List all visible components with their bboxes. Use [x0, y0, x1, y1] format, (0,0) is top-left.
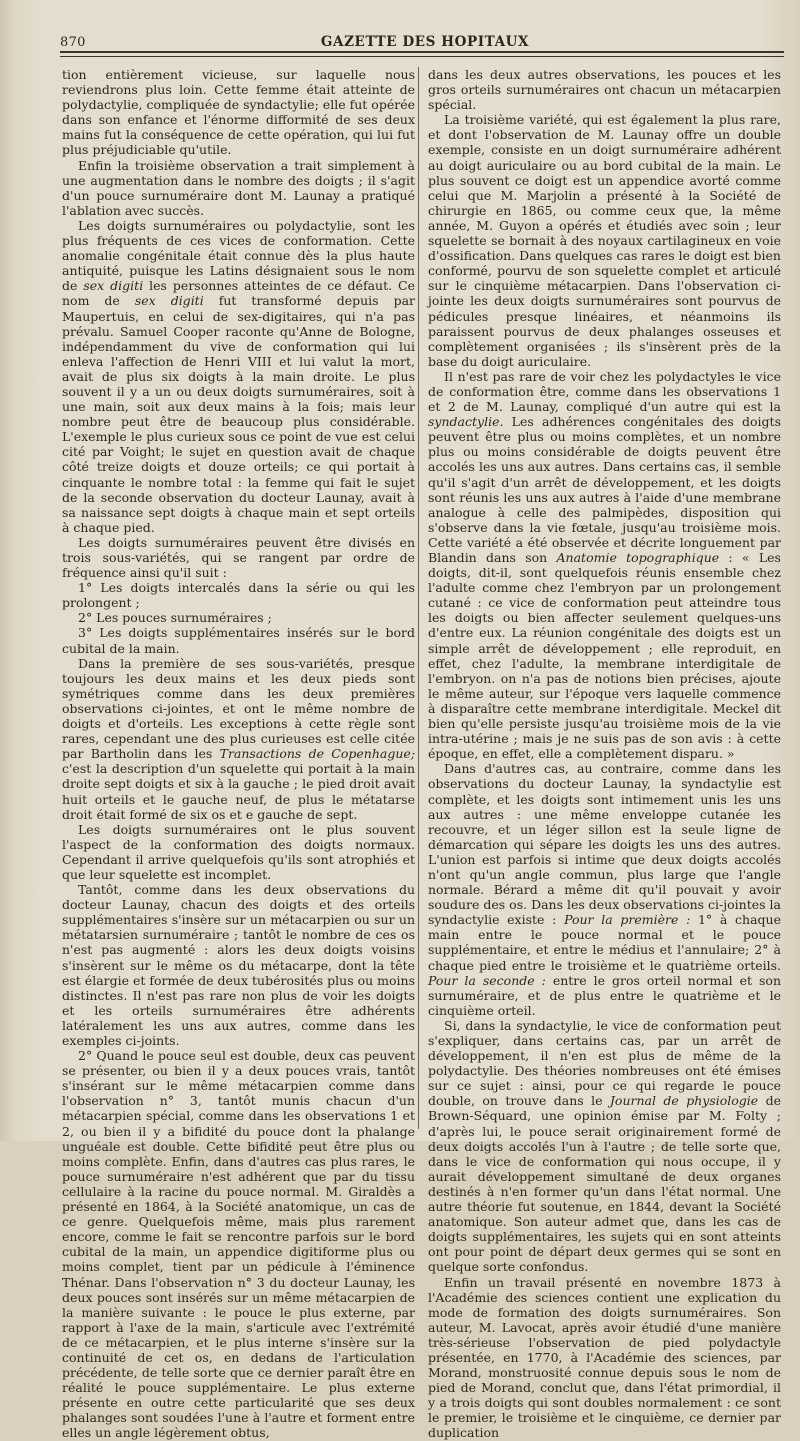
text-run: 2° Quand le pouce seul est double, deux cas peuvent se présenter, ou bien il y a deux pouces vrais, tantôt s'insérant sur le même métacarpien comme dans l'observation n° 3, tantôt munis chacun d'un métacarpien spécial, comme dans les observations 1 et 2, ou bien il y a bifidité du pouce dont la phalange unguéale est double. Cette bifidité peut être plus ou moins complète. Enfin, dans d'autres cas plus rares, le pouce surnuméraire n'est adhérent que par du tissu cellulaire à la racine du pouce normal. M. Giraldès a présenté en 1864, à la Société anatomique, un cas de ce genre. Quelquefois même, mais plus rarement encore, comme le fait se rencontre parfois sur le bord cubital de la main, un appendice digitiforme plus ou moins complet, tient par un pédicule à l'éminence Thénar. Dans l'observation n° 3 du docteur Launay, les deux pouces sont insérés sur un même métacarpien de la manière suivante : le pouce le plus externe, par rapport à l'axe de la main, s'articule avec l'extrémité de ce métacarpien, et le plus interne s'insère sur la continuité de cet os, en dedans de l'articulation précédente, de telle sorte que ce dernier paraît être en réalité le pouce supplémentaire. Le plus externe présente en outre cette particularité que ses deux phalanges sont soudées l'une à l'autre et forment entre elles un angle légèrement obtus,	[62, 1048, 415, 1441]
italic-text: Anatomie topographique	[556, 550, 720, 565]
paragraph	[62, 1048, 415, 1440]
paragraph	[428, 112, 781, 369]
paragraph	[62, 67, 415, 158]
text-run: de Brown-Séquard, une opinion émise par M. Folty ; d'après lui, le pouce serait originairement formé de deux doigts accolés l'un à l'autre ; de telle sorte que, dans le vice de conformation qui nous occupe, il y aurait développement simultané de deux organes destinés à n'en former qu'un dans l'état normal. Une autre théorie fut soutenue, en 1844, devant la Société anatomique. Son auteur admet que, dans les cas de doigts supplémentaires, les sujets qui en sont atteints ont pour point de départ deux germes qui se sont en quelque sorte confondus.	[428, 1093, 781, 1275]
left-column	[62, 67, 416, 1441]
paragraph	[62, 580, 415, 610]
text-run: Les doigts surnuméraires peuvent être divisés en trois sous-variétés, qui se rangent par ordre de fréquence ainsi qu'il suit :	[62, 534, 415, 581]
paragraph	[428, 1018, 781, 1275]
text-run: 3° Les doigts supplémentaires insérés sur le bord cubital de la main.	[62, 625, 415, 656]
text-run: Enfin la troisième observation a trait simplement à une augmentation dans le nombre des doigts ; il s'agit d'un pouce surnuméraire dont M. Launay a pratiqué l'ablation avec succès.	[62, 157, 415, 218]
header-rule-thin	[60, 56, 784, 57]
italic-text: Transactions de Copenhague;	[219, 746, 416, 762]
text-run: fut transformé depuis par Maupertuis, en celui de sex-digitaires, qui n'a pas prévalu. Samuel Cooper raconte qu'Anne de Bologne, indépendamment du vive de conformation qui lui enleva l'affection de Henri VIII et lui valut la mort, avait de plus six doigts à la main droite. Le plus souvent il y a un ou deux doigts surnuméraires, soit à une main, soit aux deux mains à la fois; mais leur nombre peut être de beaucoup plus considérable. L'exemple le plus curieux sous ce point de vue est celui cité par Voight; le sujet en question avait de chaque côté treize doigts et douze orteils; ce qui portait à cinquante le nombre total : la femme qui fait le sujet de la seconde observation du docteur Launay, avait à sa naissance sept doigts à chaque main et sept orteils à chaque pied.	[62, 293, 415, 535]
text-run: Il n'est pas rare de voir chez les polydactyles le vice de conformation être, comme dans les observations 1 et 2 de M. Launay, compliqué d'un autre qui est la	[428, 368, 781, 415]
paragraph	[62, 535, 415, 580]
right-column	[428, 67, 782, 1441]
text-run: Les doigts surnuméraires ou polydactylie, sont les plus fréquents de ces vices de conformation. Cette anomalie congénitale était connue dès la plus haute antiquité, puisque les Latins désignaient sous le nom de	[62, 217, 415, 294]
header-rule	[60, 51, 784, 53]
paragraph	[428, 369, 781, 761]
text-run: Tantôt, comme dans les deux observations du docteur Launay, chacun des doigts et des orteils supplémentaires s'insère sur un métacarpien ou sur un métatarsien surnuméraire ; tantôt le nombre de ces os n'est pas augmenté : alors les deux doigts voisins s'insèrent sur le même os du métacarpe, dont la tête est élargie et formée de deux tubérosités plus ou moins distinctes. Il n'est pas rare non plus de voir les doigts et les orteils surnuméraires être adhérents latéralement les uns aux autres, comme dans les exemples ci-joints.	[62, 882, 416, 1048]
text-run: Dans d'autres cas, au contraire, comme dans les observations du docteur Launay, la syndactylie est complète, et les doigts sont intimement unis les uns aux autres : une même enveloppe cutanée les recouvre, et un léger sillon est la seule ligne de démarcation qui sépare les doigts les uns des autres. L'union est parfois si intime que deux doigts accolés n'ont qu'un angle commun, plus large que l'angle normale. Bérard a même dit qu'il pouvait y avoir soudure des os. Dans les deux observations ci-jointes la syndactylie existe :	[428, 761, 781, 928]
text-run: Dans la première de ses sous-variétés, presque toujours les deux mains et les deux pieds sont symétriques comme dans les deux premières observations ci-jointes, et ont le même nombre de doigts et d'orteils. Les exceptions à cette règle sont rares, cependant une des plus curieuses est celle citée par Bartholin dans les	[62, 655, 415, 762]
text-run: 2° Les pouces surnuméraires ;	[78, 610, 272, 626]
page-header	[60, 24, 780, 50]
italic-text: Pour la seconde :	[428, 972, 546, 988]
paragraph	[62, 822, 415, 882]
italic-text: syndactylie.	[428, 414, 504, 430]
text-run: 1° à chaque main entre le pouce normal et le pouce supplémentaire, et entre le médius et l'annulaire; 2° à chaque pied entre le troisième et le quatrième orteils.	[428, 912, 781, 973]
text-run: Enfin un travail présenté en novembre 1873 à l'Académie des sciences contient une explication du mode de formation des doigts surnuméraires. Son auteur, M. Lavocat, après avoir étudié d'une manière très-sérieuse l'observation de pied polydactyle présentée, en 1770, à l'Académie des sciences, par Morand, monstruosité connue depuis sous le nom de pied de Morand, conclut que, dans l'état primordial, il y a trois doigts qui sont doubles normalement : ce sont le premier, le troisième et le cinquième, ce dernier par duplication	[428, 1274, 781, 1441]
text-run: c'est la description d'un squelette qui portait à la main droite sept doigts et six à la gauche ; le pied droit avait huit orteils et le gauche neuf, de plus le métatarse droit était formé de six os et e gauche de sept.	[62, 761, 415, 822]
paragraph	[62, 656, 415, 822]
paragraph	[62, 610, 415, 625]
paragraph	[62, 158, 415, 218]
italic-text: Pour la première :	[564, 912, 691, 928]
italic-text: sex digiti	[83, 278, 144, 294]
italic-text: Journal de physiologie	[609, 1093, 759, 1109]
paragraph	[62, 625, 415, 655]
text-run: 1° Les doigts intercalés dans la série ou qui les prolongent ;	[62, 580, 415, 611]
page-number: 870	[60, 35, 86, 50]
paragraph	[428, 761, 781, 1018]
paragraph	[62, 218, 415, 535]
text-run: Les doigts surnuméraires ont le plus souvent l'aspect de la conformation des doigts normaux. Cependant il arrive quelquefois qu'ils sont atrophiés et que leur squelette est incomplet.	[62, 821, 415, 882]
column-divider	[418, 67, 419, 1129]
text-run: Les adhérences congénitales des doigts peuvent être plus ou moins complètes, et un nombre plus ou moins considérable de doigts peuvent être accolés les uns aux autres. Dans certains cas, il semble qu'il s'agit d'un arrêt de développement, et les doigts sont réunis les uns aux autres à l'aide d'une membrane analogue à celle des palmipèdes, disposition qui s'observe dans la vie fœtale, jusqu'au troisième mois. Cette variété a été observée et décrite longuement par Blandin dans son	[428, 414, 781, 565]
paragraph	[62, 882, 415, 1048]
text-run: tion entièrement vicieuse, sur laquelle nous reviendrons plus loin. Cette femme était atteinte de polydactylie, compliquée de syndactylie; elle fut opérée dans son enfance et l'énorme difformité de ses deux mains fut la conséquence de cette opération, qui lui fut plus préjudiciable qu'utile.	[62, 67, 415, 158]
italic-text: sex digiti	[134, 293, 204, 309]
paragraph	[428, 67, 781, 112]
journal-title: GAZETTE DES HOPITAUX	[320, 34, 530, 50]
text-run: : « Les doigts, dit-il, sont quelquefois réunis ensemble chez l'adulte comme chez l'embryon par un prolongement cutané : ce vice de conformation peut atteindre tous les doigts ou bien affecter seulement quelques-uns d'entre eux. La réunion congénitale des doigts est un simple arrêt de développement ; elle reproduit, en effet, chez l'adulte, la membrane interdigitale de l'embryon. on n'a pas de notions bien précises, ajoute le même auteur, sur l'époque vers laquelle commence à disparaître cette membrane interdigitale. Meckel dit bien qu'elle persiste jusqu'au troisième mois de la vie intra-utérine ; mais je ne suis pas de son avis : à cette époque, en effet, elle a complètement disparu. »	[428, 550, 781, 762]
paragraph	[428, 1275, 781, 1441]
text-run: Si, dans la syndactylie, le vice de conformation peut s'expliquer, dans certains cas, par un arrêt de développement, il n'en est plus de même de la polydactylie. Des théories nombreuses ont été émises sur ce sujet : ainsi, pour ce qui regarde le pouce double, on trouve dans le	[428, 1017, 781, 1109]
text-run: entre le gros orteil normal et son surnuméraire, et de plus entre le quatrième et le cinquième orteil.	[428, 972, 782, 1018]
text-run: La troisième variété, qui est également la plus rare, et dont l'observation de M. Launay offre un double exemple, consiste en un doigt surnuméraire adhérent au doigt auriculaire ou au bord cubital de la main. Le plus souvent ce doigt est un appendice avorté comme celui que M. Marjolin a présenté à la Société de chirurgie en 1865, ou comme ceux que, la même année, M. Guyon a opérés et étudiés avec soin ; leur squelette se bornait à des noyaux cartilagineux en voie d'ossification. Dans quelques cas rares le doigt est bien conformé, pourvu de son squelette complet et articulé sur le cinquième métacarpien. Dans l'observation ci-jointe les deux doigts surnuméraires sont pourvus de pédicules presque linéaires, et néanmoins ils paraissent pourvus de deux phalanges osseuses et complètement organisées ; ils s'insèrent près de la base du doigt auriculaire.	[428, 112, 781, 369]
text-run: les personnes atteintes de ce défaut. Ce nom de	[62, 278, 415, 309]
text-run: dans les deux autres observations, les pouces et les gros orteils surnuméraires ont chacun un métacarpien spécial.	[428, 67, 781, 113]
